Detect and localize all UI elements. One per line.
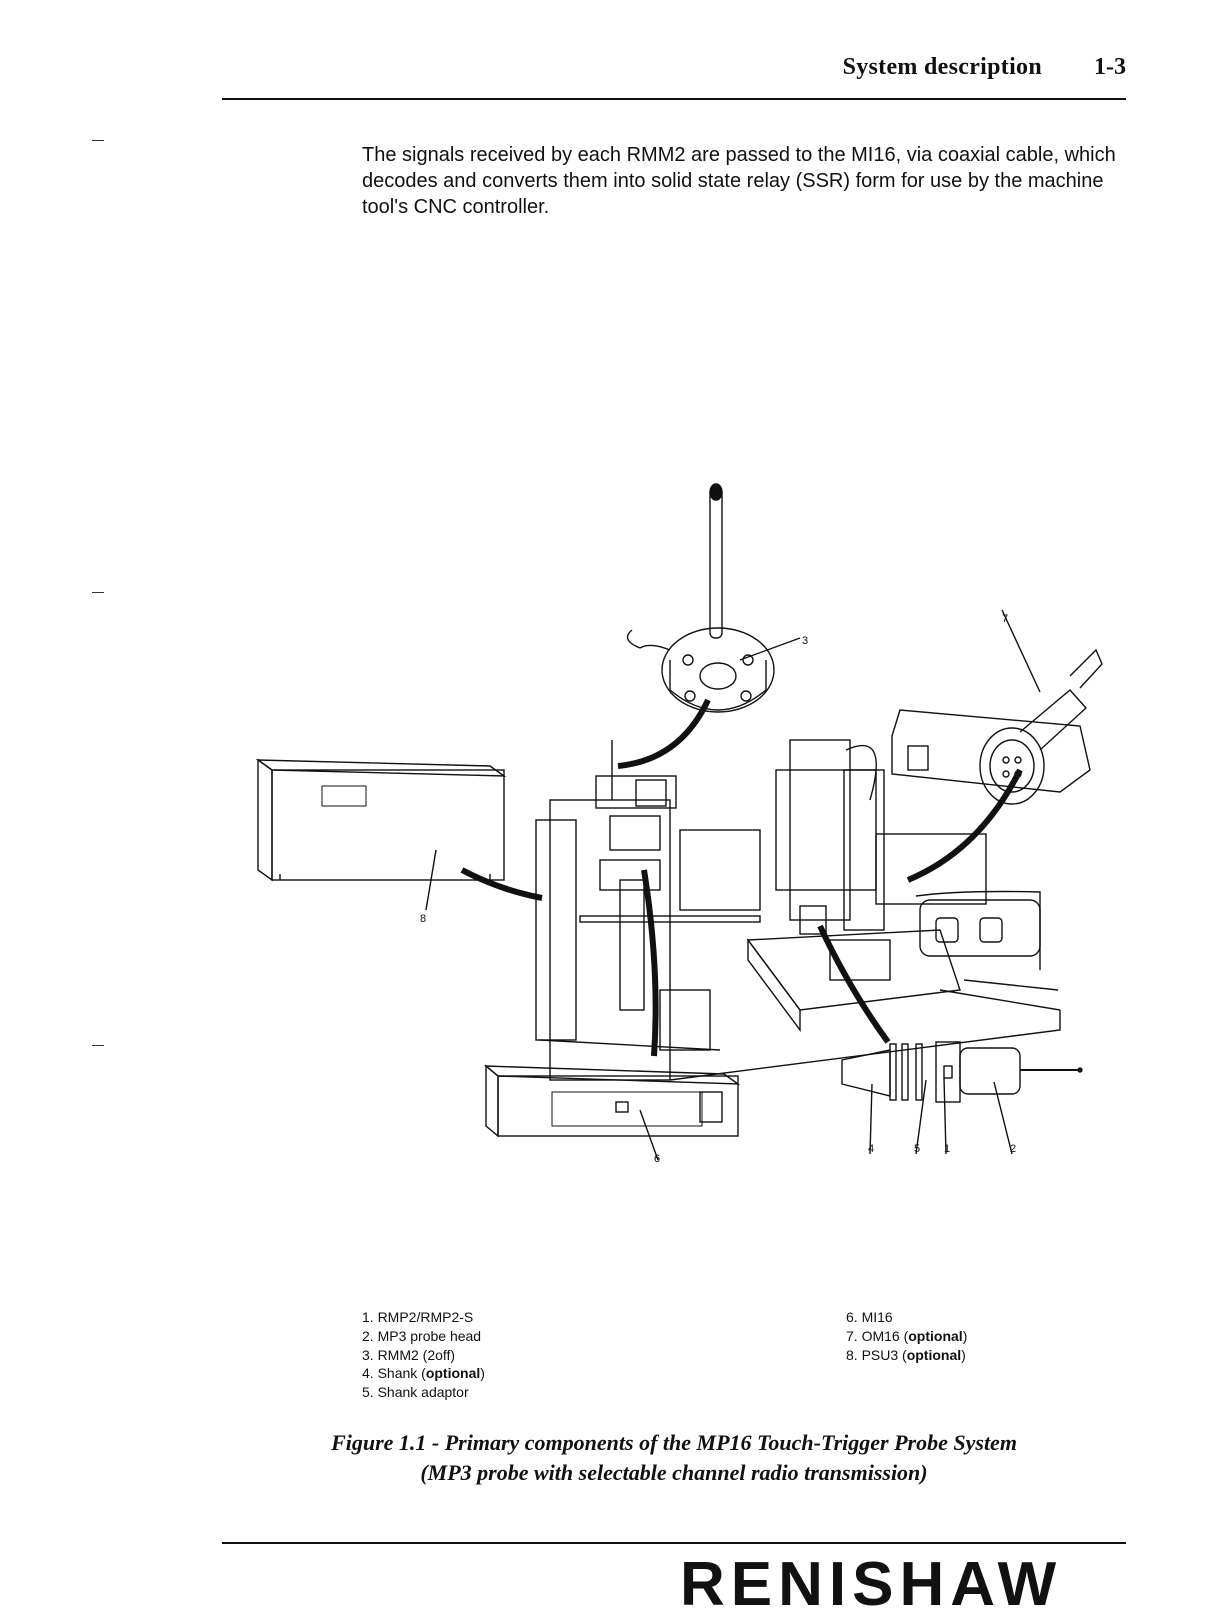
legend-right: [846, 1308, 967, 1364]
margin-mark: [92, 592, 104, 593]
legend-item: 1. RMP2/RMP2-S: [362, 1309, 474, 1325]
om16-drawing: [892, 610, 1102, 804]
callout-3: 3: [802, 635, 809, 647]
footer-rule: [222, 1542, 1126, 1544]
legend-item: 8. PSU3 (optional): [846, 1346, 966, 1363]
system-illustration: [240, 470, 1100, 1170]
legend-item: 3. RMM2 (2off): [362, 1346, 456, 1363]
callout-1: 1: [944, 1143, 951, 1155]
page-number: 1-3: [1094, 54, 1126, 80]
callout-2: 2: [1010, 1143, 1017, 1155]
section-title: System description: [842, 54, 1042, 80]
callout-8: 8: [420, 913, 427, 925]
psu3-drawing: [258, 760, 542, 910]
caption-line-1: Figure 1.1 - Primary components of the MP16 Touch-Trigger Probe System: [331, 1430, 1017, 1455]
callout-5: 5: [914, 1143, 921, 1155]
caption-line-2: (MP3 probe with selectable channel radio transmission): [420, 1460, 928, 1485]
legend-item: 4. Shank (optional): [362, 1365, 485, 1382]
page-header: [222, 50, 1126, 100]
callout-6: 6: [654, 1153, 661, 1165]
legend-item: 2. MP3 probe head: [362, 1327, 482, 1344]
legend-item: 7. OM16 (optional): [846, 1327, 968, 1344]
legend-item: 6. MI16: [846, 1309, 893, 1325]
logo-text: RENISHAW: [680, 1550, 1063, 1619]
margin-mark: [92, 140, 104, 141]
probe-drawing: [842, 1042, 1082, 1154]
components-drawing: [240, 470, 1100, 1170]
margin-mark: [92, 1045, 104, 1046]
figure-caption: [222, 1428, 1126, 1488]
renishaw-logo: [680, 1548, 1100, 1619]
machine-tool-drawing: [536, 740, 1060, 1080]
rmm2-receiver-drawing: [628, 484, 801, 712]
mi16-drawing: [486, 1066, 738, 1160]
callout-4: 4: [868, 1143, 875, 1155]
legend-left: [362, 1308, 485, 1402]
intro-paragraph: The signals received by each RMM2 are passed to the MI16, via coaxial cable, which decodes and converts them into solid state relay (SSR) form for use by the machine tool's CNC controller.: [362, 144, 1116, 218]
callout-7: 7: [1002, 613, 1009, 625]
legend-item: 5. Shank adaptor: [362, 1384, 469, 1401]
